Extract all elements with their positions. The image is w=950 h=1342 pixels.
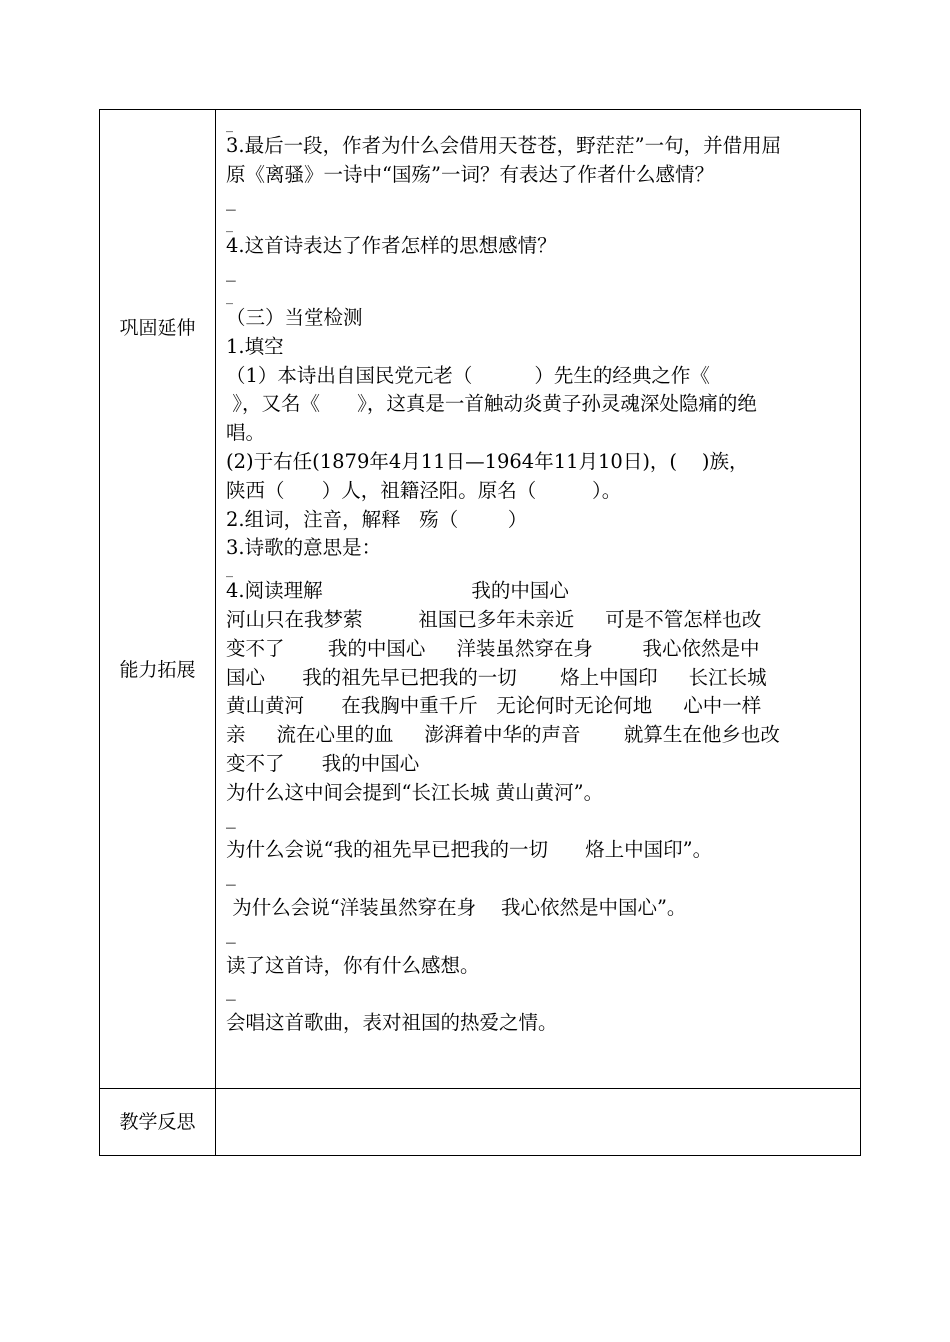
row-divider	[100, 1088, 860, 1089]
row-label-reflection: 教学反思	[119, 1111, 196, 1133]
reading-question-5: 会唱这首歌曲，表对祖国的热爱之情。	[226, 1011, 558, 1035]
poem-meaning: 3.诗歌的意思是：	[226, 536, 382, 560]
answer-line: _	[226, 117, 233, 133]
fill-blank-1-cont: 》，又名《 》，这真是一首触动炎黄子孙灵魂深处隐痛的绝	[226, 392, 757, 416]
poem-line: 国心 我的祖先早已把我的一切 烙上中国印 长江长城	[226, 665, 767, 689]
reading-question-2: 为什么会说“我的祖先早已把我的一切 烙上中国印”。	[226, 838, 713, 862]
question-3: 3.最后一段，作者为什么会借用天苍苍，野茫茫”一句，并借用屈	[226, 134, 782, 157]
lesson-content	[226, 118, 854, 1038]
answer-line: _	[226, 562, 233, 579]
fill-blank-1-end: 唱。	[226, 421, 266, 445]
answer-line: _	[226, 805, 236, 829]
fill-blank-1: （1）本诗出自国民党元老（ ）先生的经典之作《	[226, 363, 710, 387]
row-label-ability: 能力拓展	[119, 659, 196, 681]
word-exercise: 2.组词，注音，解释 殇（ ）	[226, 507, 528, 531]
answer-line: _	[226, 863, 236, 887]
reading-question-1: 为什么这中间会提到“长江长城 黄山黄河”。	[226, 780, 604, 804]
poem-line: 黄山黄河 在我胸中重千斤 无论何时无论何地 心中一样	[226, 694, 762, 718]
answer-line: _	[226, 288, 233, 305]
answer-line: _	[226, 259, 236, 283]
answer-line: _	[226, 978, 236, 1002]
fill-blank-title: 1.填空	[226, 334, 284, 358]
poem-line: 河山只在我梦萦 祖国已多年未亲近 可是不管怎样也改	[226, 607, 762, 631]
question-3-cont: 原《离骚》一诗中“国殇”一词？有表达了作者什么感情？	[226, 162, 714, 186]
fill-blank-2: (2)于右任(1879年4月11日—1964年11月10日)，( )族，	[226, 449, 749, 473]
poem-line: 变不了 我的中国心 洋装虽然穿在身 我心依然是中	[226, 636, 760, 660]
section-heading: （三）当堂检测	[226, 305, 363, 329]
question-4: 4.这首诗表达了作者怎样的思想感情？	[226, 234, 557, 258]
column-divider	[215, 110, 216, 1155]
row-label-consolidate: 巩固延伸	[119, 317, 196, 339]
lesson-table	[99, 109, 861, 1156]
poem-line: 亲 流在心里的血 澎湃着中华的声音 就算生在他乡也改	[226, 723, 780, 747]
answer-line: _	[226, 217, 233, 234]
answer-line: _	[226, 920, 236, 944]
reading-question-3: 为什么会说“洋装虽然穿在身 我心依然是中国心”。	[226, 895, 687, 919]
reading-question-4: 读了这首诗，你有什么感想。	[226, 953, 480, 977]
answer-line: _	[226, 187, 236, 211]
reading-title: 4.阅读理解 我的中国心	[226, 579, 569, 603]
poem-line: 变不了 我的中国心	[226, 751, 420, 775]
fill-blank-2-cont: 陕西（ ）人，祖籍泾阳。原名（ ）。	[226, 478, 622, 502]
